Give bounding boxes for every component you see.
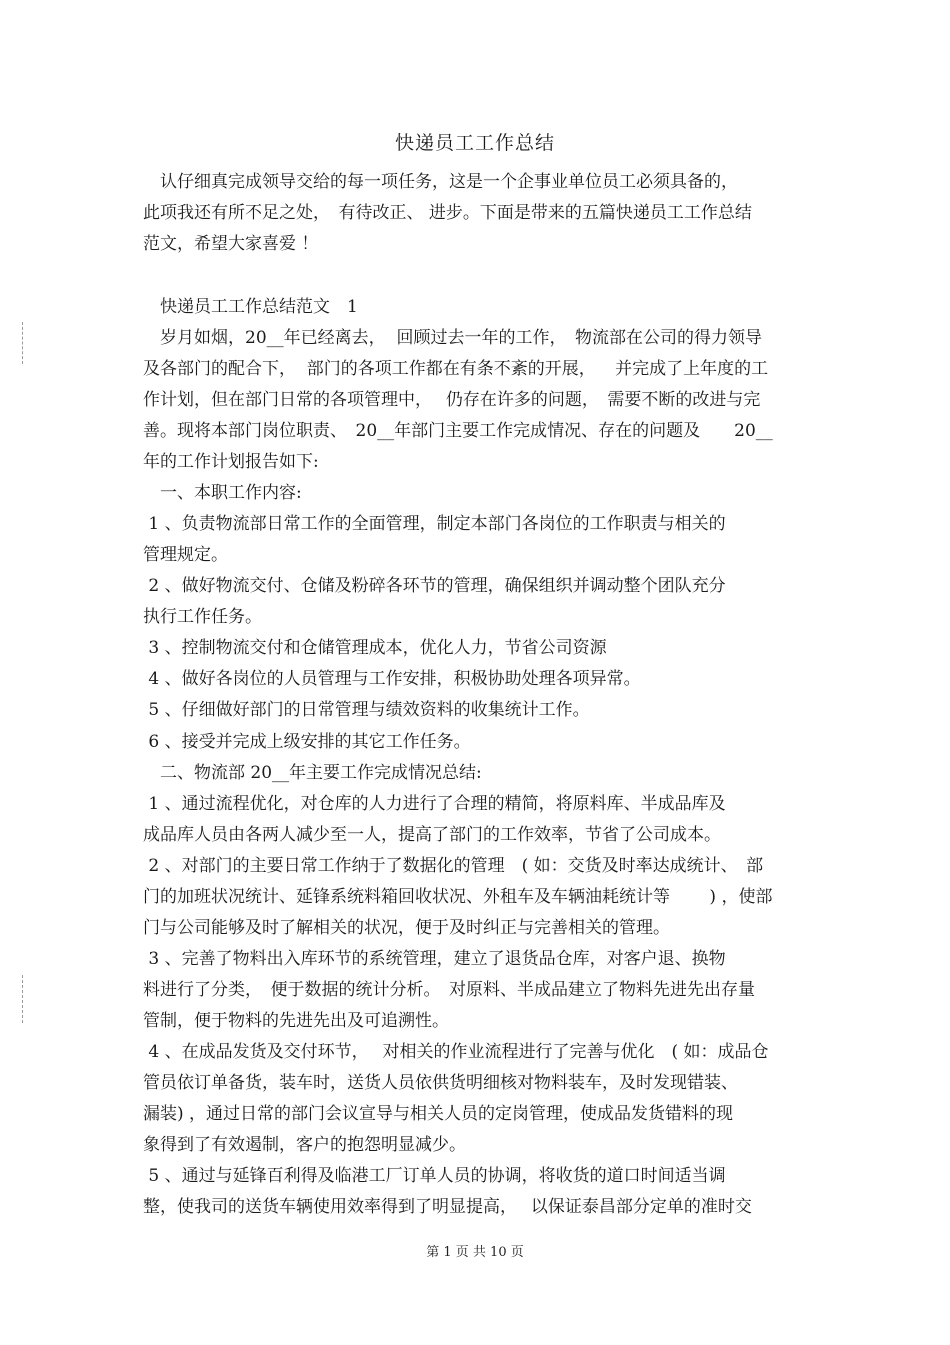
body-line: 作计划，但在部门日常的各项管理中， 仍存在许多的问题， 需要不断的改进与完 (143, 390, 761, 410)
body-line: 管制，便于物料的先进先出及可追溯性。 (143, 1011, 449, 1031)
body-line: 一、本职工作内容: (143, 483, 302, 503)
body-line: 4 、在成品发货及交付环节， 对相关的作业流程进行了完善与优化 ( 如：成品仓 (143, 1042, 769, 1062)
body-line: 料进行了分类， 便于数据的统计分析。 对原料、半成品建立了物料先进先出存量 (143, 980, 755, 1000)
body-line: 3 、控制物流交付和仓储管理成本，优化人力，节省公司资源 (143, 638, 607, 658)
margin-dash-mark (22, 975, 23, 1023)
body-line: 5 、通过与延锋百利得及临港工厂订单人员的协调，将收货的道口时间适当调 (143, 1166, 726, 1186)
document-title: 快递员工工作总结 (394, 132, 555, 154)
body-line: 范文，希望大家喜爱 ！ (143, 234, 319, 254)
body-line: 门与公司能够及时了解相关的状况，便于及时纠正与完善相关的管理。 (143, 918, 670, 938)
body-line: 4 、做好各岗位的人员管理与工作安排，积极协助处理各项异常。 (143, 669, 641, 689)
body-line: 3 、完善了物料出入库环节的系统管理，建立了退货品仓库，对客户退、换物 (143, 949, 726, 969)
body-line: 执行工作任务。 (143, 607, 262, 627)
body-line: 1 、负责物流部日常工作的全面管理，制定本部门各岗位的工作职责与相关的 (143, 514, 726, 534)
body-line: 2 、做好物流交付、仓储及粉碎各环节的管理，确保组织并调动整个团队充分 (143, 576, 726, 596)
body-line: 此项我还有所不足之处， 有待改正、 进步。下面是带来的五篇快递员工工作总结 (143, 203, 752, 223)
body-line: 整，使我司的送货车辆使用效率得到了明显提高， 以保证泰昌部分定单的准时交 (143, 1197, 752, 1217)
body-line: 漏装) ，通过日常的部门会议宣导与相关人员的定岗管理，使成品发货错料的现 (143, 1104, 734, 1124)
page-footer: 第 1 页 共 10 页 (426, 1245, 524, 1260)
body-line: 管员依订单备货，装车时，送货人员依供货明细核对物料装车，及时发现错装、 (143, 1073, 738, 1093)
body-line: 1 、通过流程优化，对仓库的人力进行了合理的精简，将原料库、半成品库及 (143, 794, 726, 814)
body-line: 快递员工工作总结范文 1 (143, 297, 358, 317)
margin-dash-mark (22, 322, 23, 364)
body-line: 认仔细真完成领导交给的每一项任务，这是一个企事业单位员工必须具备的， (143, 172, 738, 192)
body-line: 二、物流部 20__年主要工作完成情况总结: (143, 763, 482, 783)
body-line: 年的工作计划报告如下: (143, 452, 319, 472)
body-line: 2 、对部门的主要日常工作纳于了数据化的管理 ( 如：交货及时率达成统计、 部 (143, 856, 764, 876)
body-line: 岁月如烟，20__年已经离去， 回顾过去一年的工作， 物流部在公司的得力领导 (143, 328, 762, 348)
body-line: 象得到了有效遏制，客户的抱怨明显减少。 (143, 1135, 466, 1155)
body-line: 5 、仔细做好部门的日常管理与绩效资料的收集统计工作。 (143, 700, 590, 720)
body-line: 门的加班状况统计、延锋系统料箱回收状况、外租车及车辆油耗统计等 ) ，使部 (143, 887, 773, 907)
body-line: 管理规定。 (143, 545, 228, 565)
body-line: 善。现将本部门岗位职责、 20__年部门主要工作完成情况、存在的问题及 20__ (143, 421, 773, 441)
body-line: 及各部门的配合下， 部门的各项工作都在有条不紊的开展， 并完成了上年度的工 (143, 359, 769, 379)
body-line: 成品库人员由各两人减少至一人，提高了部门的工作效率，节省了公司成本。 (143, 825, 721, 845)
body-line: 6 、接受并完成上级安排的其它工作任务。 (143, 732, 471, 752)
